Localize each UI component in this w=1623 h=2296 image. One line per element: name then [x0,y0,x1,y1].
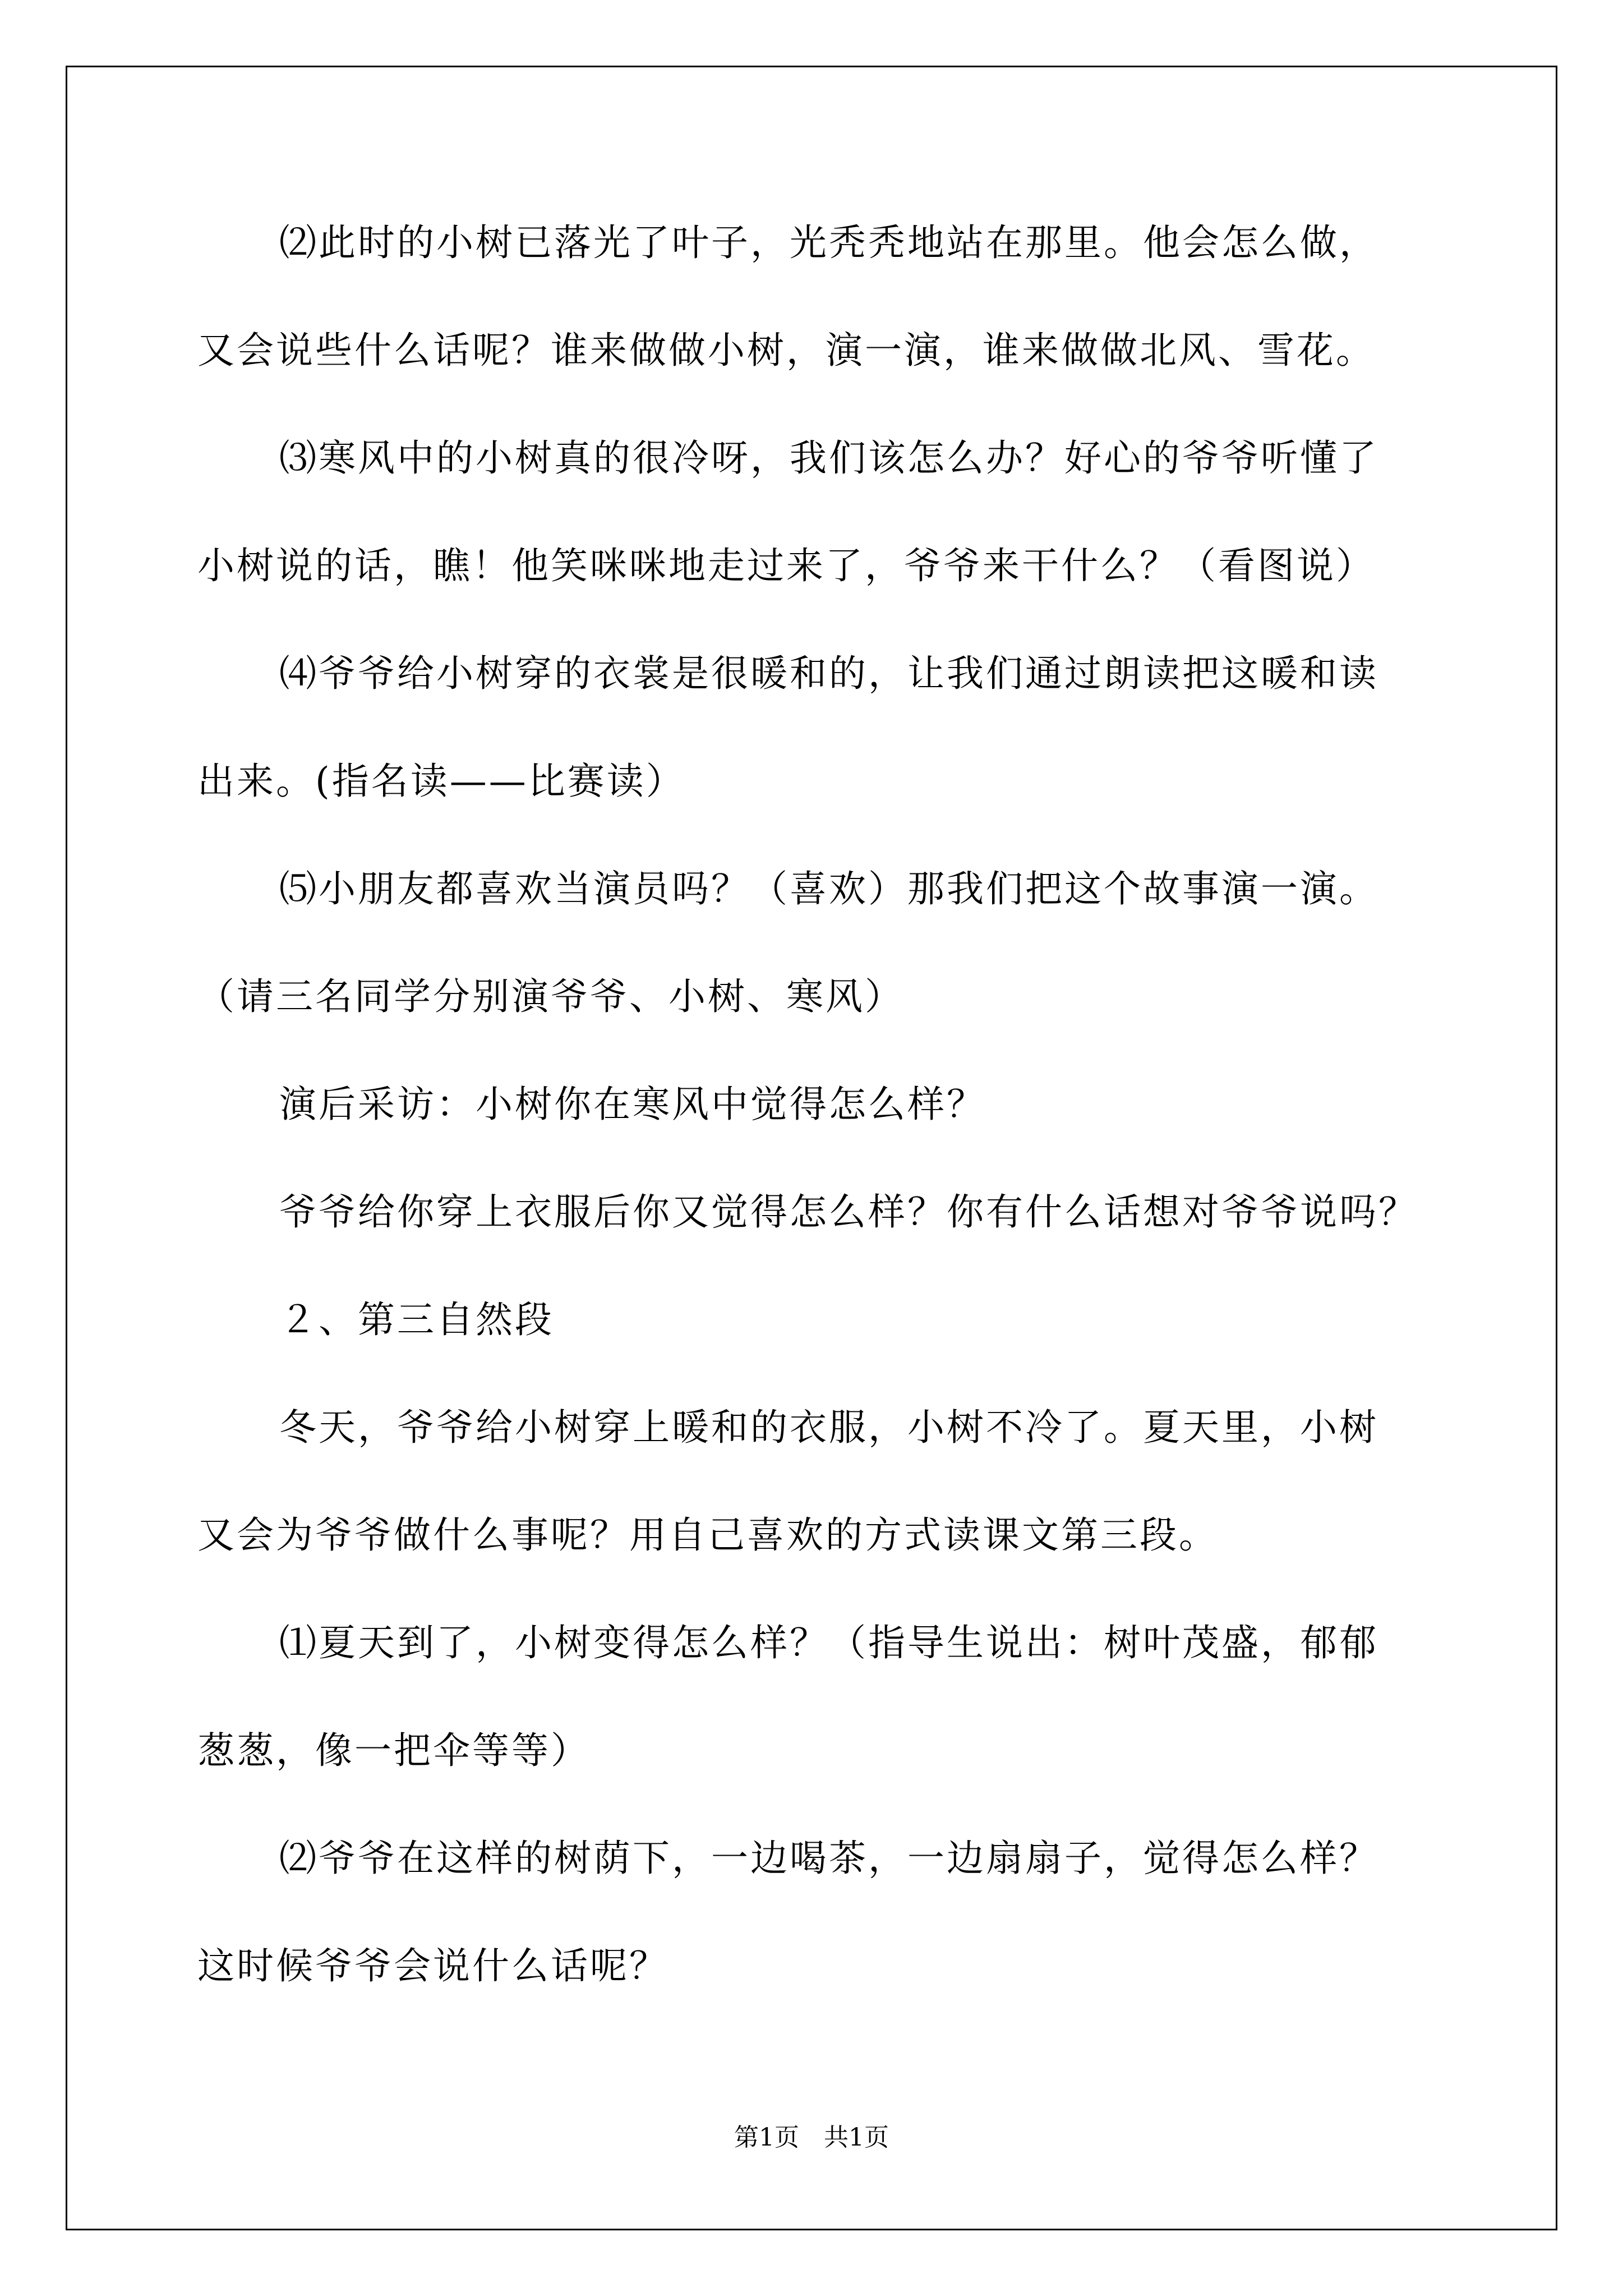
paragraph-4-line-1: ⑸小朋友都喜欢当演员吗？（喜欢）那我们把这个故事演一演。 [279,867,1378,910]
paragraph-8-line-2: 又会为爷爷做什么事呢？用自己喜欢的方式读课文第三段。 [197,1513,1218,1557]
paragraph-10-line-2: 这时候爷爷会说什么话呢？ [197,1944,668,1987]
paragraph-8-line-1: 冬天，爷爷给小树穿上暖和的衣服，小树不冷了。夏天里，小树 [279,1406,1378,1449]
page-border [66,66,1557,2230]
paragraph-3-line-2: 出来。(指名读——比赛读） [197,760,685,803]
paragraph-4-line-2: （请三名同学分别演爷爷、小树、寒风） [197,975,904,1018]
paragraph-10-line-1: ⑵爷爷在这样的树荫下，一边喝茶，一边扇扇子，觉得怎么样？ [279,1837,1378,1880]
paragraph-9-line-2: 葱葱，像一把伞等等） [197,1729,590,1772]
page-number-footer: 第1页 共1页 [734,2123,889,2152]
paragraph-2-line-1: ⑶寒风中的小树真的很冷呀，我们该怎么办？好心的爷爷听懂了 [279,436,1378,480]
paragraph-1-line-1: ⑵此时的小树已落光了叶子，光秃秃地站在那里。他会怎么做， [279,221,1378,264]
section-heading: ２、第三自然段 [279,1298,554,1341]
paragraph-5-line-1: 演后采访：小树你在寒风中觉得怎么样？ [279,1083,986,1126]
paragraph-9-line-1: ⑴夏天到了，小树变得怎么样？（指导生说出：树叶茂盛，郁郁 [279,1621,1378,1664]
paragraph-1-line-2: 又会说些什么话呢？谁来做做小树，演一演，谁来做做北风、雪花。 [197,329,1375,372]
paragraph-2-line-2: 小树说的话，瞧！他笑咪咪地走过来了，爷爷来干什么？（看图说） [197,544,1375,587]
paragraph-6-line-1: 爷爷给你穿上衣服后你又觉得怎么样？你有什么话想对爷爷说吗？ [279,1190,1418,1234]
paragraph-3-line-1: ⑷爷爷给小树穿的衣裳是很暖和的，让我们通过朗读把这暖和读 [279,652,1378,695]
